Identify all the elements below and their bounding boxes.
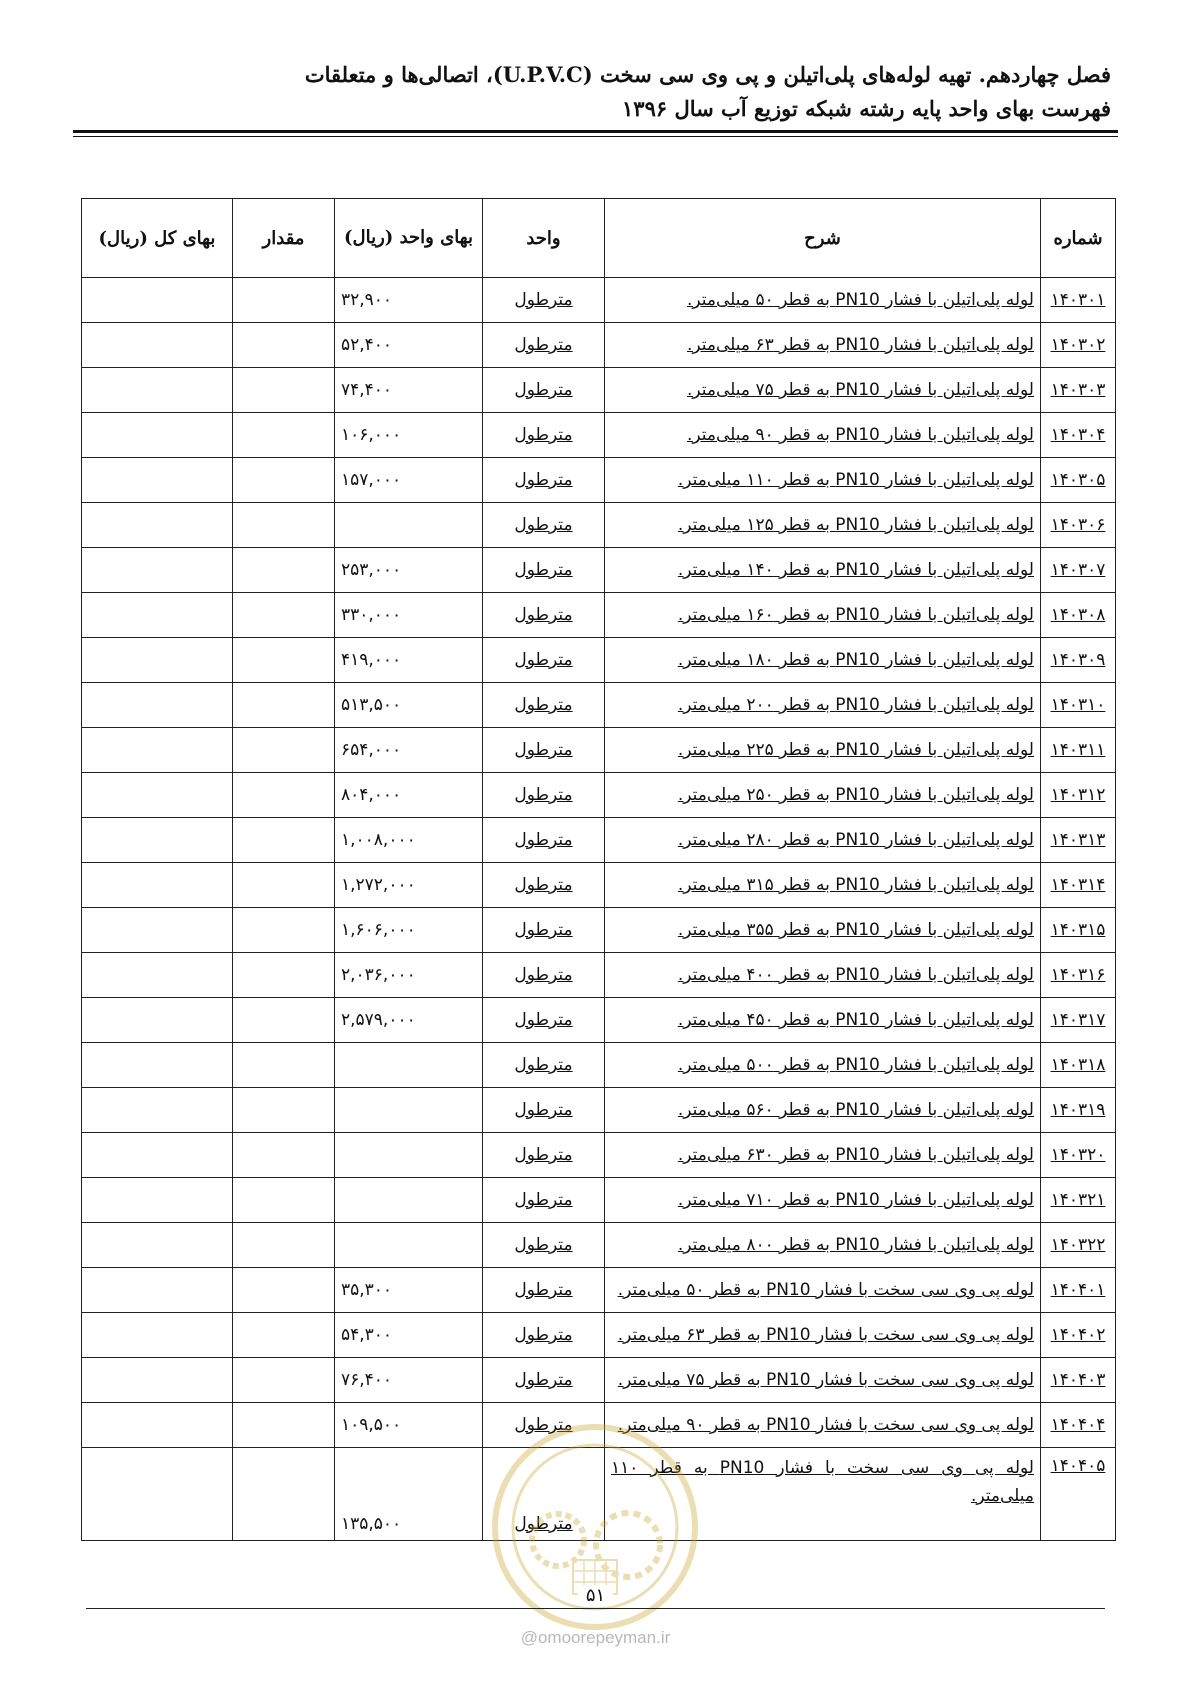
row-total [82,1313,233,1358]
row-quantity [233,1403,335,1448]
row-description: لوله پلی‌اتیلن با فشار PN10 به قطر ۶۳ میلی‌متر. [605,323,1041,368]
header-rule-thin [73,136,1118,137]
row-description: لوله پلی‌اتیلن با فشار PN10 به قطر ۴۰۰ میلی‌متر. [605,953,1041,998]
row-number: ۱۴۰۳۱۳ [1041,818,1116,863]
row-unit: مترطول [483,998,605,1043]
row-number: ۱۴۰۴۰۵ [1041,1448,1116,1541]
row-unit-price: ۵۲,۴۰۰ [335,323,483,368]
row-unit-price: ۶۵۴,۰۰۰ [335,728,483,773]
row-quantity [233,1313,335,1358]
row-quantity [233,638,335,683]
row-unit-price [335,1223,483,1268]
table-row [82,1043,1116,1088]
col-header-total: بهای کل (ریال) [82,199,233,278]
row-description: لوله پی وی سی سخت با فشار PN10 به قطر ۹۰ میلی‌متر. [605,1403,1041,1448]
row-total [82,368,233,413]
row-unit-price [335,1133,483,1178]
row-quantity [233,1223,335,1268]
watermark-text: @omoorepeyman.ir [520,1628,671,1647]
row-unit: مترطول [483,593,605,638]
row-description: لوله پلی‌اتیلن با فشار PN10 به قطر ۲۸۰ میلی‌متر. [605,818,1041,863]
row-description: لوله پلی‌اتیلن با فشار PN10 به قطر ۹۰ میلی‌متر. [605,413,1041,458]
table-row [82,1088,1116,1133]
row-unit: مترطول [483,1178,605,1223]
table-row [82,638,1116,683]
row-unit: مترطول [483,1223,605,1268]
row-total [82,413,233,458]
row-quantity [233,278,335,323]
row-number: ۱۴۰۳۱۷ [1041,998,1116,1043]
row-total [82,1088,233,1133]
row-quantity [233,1043,335,1088]
table-row [82,413,1116,458]
row-unit-price: ۲,۵۷۹,۰۰۰ [335,998,483,1043]
row-unit: مترطول [483,1088,605,1133]
table-row [82,1358,1116,1403]
col-header-unit-price: بهای واحد (ریال) [335,199,483,278]
row-description: لوله پلی‌اتیلن با فشار PN10 به قطر ۳۱۵ میلی‌متر. [605,863,1041,908]
row-total [82,998,233,1043]
row-description: لوله پلی‌اتیلن با فشار PN10 به قطر ۳۵۵ میلی‌متر. [605,908,1041,953]
row-number: ۱۴۰۳۱۴ [1041,863,1116,908]
page-number-text: ۵۱ [578,1585,613,1606]
row-unit-price: ۲۵۳,۰۰۰ [335,548,483,593]
row-quantity [233,413,335,458]
row-number: ۱۴۰۳۰۲ [1041,323,1116,368]
row-quantity [233,548,335,593]
row-number: ۱۴۰۳۱۱ [1041,728,1116,773]
row-quantity [233,323,335,368]
row-total [82,503,233,548]
row-total [82,953,233,998]
row-unit-price: ۸۰۴,۰۰۰ [335,773,483,818]
row-number: ۱۴۰۳۱۲ [1041,773,1116,818]
row-total [82,1268,233,1313]
row-description: لوله پی وی سی سخت با فشار PN10 به قطر ۵۰ میلی‌متر. [605,1268,1041,1313]
row-number: ۱۴۰۳۰۱ [1041,278,1116,323]
row-description: لوله پلی‌اتیلن با فشار PN10 به قطر ۸۰۰ میلی‌متر. [605,1223,1041,1268]
row-total [82,1358,233,1403]
col-header-description: شرح [605,199,1041,278]
row-number: ۱۴۰۴۰۴ [1041,1403,1116,1448]
row-quantity [233,908,335,953]
list-title: فهرست بهای واحد پایه رشته شبکه توزیع آب سال ۱۳۹۶ [622,96,1111,121]
row-quantity [233,683,335,728]
row-unit: مترطول [483,1403,605,1448]
table-row [82,323,1116,368]
row-number: ۱۴۰۳۰۹ [1041,638,1116,683]
row-unit-price: ۱,۰۰۸,۰۰۰ [335,818,483,863]
row-total [82,1178,233,1223]
row-number: ۱۴۰۳۱۶ [1041,953,1116,998]
table-row [82,773,1116,818]
row-quantity [233,1178,335,1223]
row-quantity [233,773,335,818]
row-unit: مترطول [483,773,605,818]
row-unit-price [335,503,483,548]
row-number: ۱۴۰۳۰۷ [1041,548,1116,593]
row-number: ۱۴۰۳۲۰ [1041,1133,1116,1178]
col-header-unit: واحد [483,199,605,278]
table-row [82,863,1116,908]
row-quantity [233,1448,335,1541]
row-quantity [233,503,335,548]
row-unit: مترطول [483,818,605,863]
row-quantity [233,863,335,908]
row-total [82,323,233,368]
row-total [82,1403,233,1448]
row-number: ۱۴۰۳۱۵ [1041,908,1116,953]
row-unit: مترطول [483,638,605,683]
row-total [82,863,233,908]
row-unit-price: ۵۴,۳۰۰ [335,1313,483,1358]
row-total [82,908,233,953]
row-unit-price: ۳۵,۳۰۰ [335,1268,483,1313]
row-description: لوله پلی‌اتیلن با فشار PN10 به قطر ۲۲۵ میلی‌متر. [605,728,1041,773]
row-description: لوله پلی‌اتیلن با فشار PN10 به قطر ۱۴۰ میلی‌متر. [605,548,1041,593]
row-description: لوله پلی‌اتیلن با فشار PN10 به قطر ۱۶۰ میلی‌متر. [605,593,1041,638]
row-description: لوله پلی‌اتیلن با فشار PN10 به قطر ۲۵۰ میلی‌متر. [605,773,1041,818]
table-row [82,368,1116,413]
row-quantity [233,1133,335,1178]
row-quantity [233,1088,335,1133]
price-table [81,198,1116,1541]
table-row [82,1448,1116,1541]
row-unit-price: ۲,۰۳۶,۰۰۰ [335,953,483,998]
row-unit-price: ۷۴,۴۰۰ [335,368,483,413]
row-quantity [233,728,335,773]
row-description: لوله پی وی سی سخت با فشار PN10 به قطر ۷۵ میلی‌متر. [605,1358,1041,1403]
row-unit: مترطول [483,863,605,908]
page-number [0,1585,1191,1606]
row-unit: مترطول [483,908,605,953]
row-total [82,1448,233,1541]
row-unit-price: ۱۵۷,۰۰۰ [335,458,483,503]
row-total [82,728,233,773]
row-quantity [233,998,335,1043]
table-header-row [82,199,1116,278]
col-header-quantity: مقدار [233,199,335,278]
row-number: ۱۴۰۳۰۶ [1041,503,1116,548]
row-number: ۱۴۰۳۱۸ [1041,1043,1116,1088]
table-row [82,908,1116,953]
row-unit: مترطول [483,683,605,728]
col-header-number: شماره [1041,199,1116,278]
row-unit-price: ۵۱۳,۵۰۰ [335,683,483,728]
row-total [82,818,233,863]
row-unit: مترطول [483,413,605,458]
row-unit: مترطول [483,368,605,413]
row-description: لوله پلی‌اتیلن با فشار PN10 به قطر ۵۰۰ میلی‌متر. [605,1043,1041,1088]
row-total [82,548,233,593]
row-number: ۱۴۰۳۲۱ [1041,1178,1116,1223]
row-unit-price: ۱۳۵,۵۰۰ [335,1448,483,1541]
row-description: لوله پلی‌اتیلن با فشار PN10 به قطر ۵۰ میلی‌متر. [605,278,1041,323]
row-total [82,278,233,323]
table-row [82,458,1116,503]
row-total [82,1133,233,1178]
row-unit-price [335,1178,483,1223]
page-header [80,58,1111,126]
row-number: ۱۴۰۳۰۸ [1041,593,1116,638]
row-total [82,593,233,638]
table-row [82,728,1116,773]
table-row [82,503,1116,548]
row-total [82,683,233,728]
row-number: ۱۴۰۳۰۴ [1041,413,1116,458]
row-description: لوله پلی‌اتیلن با فشار PN10 به قطر ۷۱۰ میلی‌متر. [605,1178,1041,1223]
row-quantity [233,818,335,863]
row-unit: مترطول [483,323,605,368]
table-row [82,1268,1116,1313]
row-description: لوله پلی‌اتیلن با فشار PN10 به قطر ۱۱۰ میلی‌متر. [605,458,1041,503]
row-unit-price: ۷۶,۴۰۰ [335,1358,483,1403]
row-total [82,773,233,818]
row-unit: مترطول [483,953,605,998]
row-number: ۱۴۰۴۰۱ [1041,1268,1116,1313]
row-number: ۱۴۰۳۲۲ [1041,1223,1116,1268]
row-unit-price: ۱۰۹,۵۰۰ [335,1403,483,1448]
row-unit: مترطول [483,1043,605,1088]
row-unit: مترطول [483,503,605,548]
row-unit-price [335,1043,483,1088]
row-number: ۱۴۰۴۰۲ [1041,1313,1116,1358]
row-unit: مترطول [483,1448,605,1541]
row-unit: مترطول [483,1133,605,1178]
row-description: لوله پلی‌اتیلن با فشار PN10 به قطر ۵۶۰ میلی‌متر. [605,1088,1041,1133]
table-row [82,683,1116,728]
row-number: ۱۴۰۳۱۰ [1041,683,1116,728]
row-quantity [233,1358,335,1403]
row-unit: مترطول [483,1313,605,1358]
row-unit-price: ۱,۲۷۲,۰۰۰ [335,863,483,908]
row-unit: مترطول [483,1268,605,1313]
row-total [82,1043,233,1088]
row-description: لوله پلی‌اتیلن با فشار PN10 به قطر ۷۵ میلی‌متر. [605,368,1041,413]
row-description: لوله پلی‌اتیلن با فشار PN10 به قطر ۱۸۰ میلی‌متر. [605,638,1041,683]
row-unit: مترطول [483,278,605,323]
table-row [82,818,1116,863]
row-quantity [233,458,335,503]
table-row [82,1223,1116,1268]
row-unit-price: ۳۲,۹۰۰ [335,278,483,323]
table-row [82,1178,1116,1223]
table-row [82,1403,1116,1448]
row-total [82,458,233,503]
table-row [82,278,1116,323]
row-description: لوله پلی‌اتیلن با فشار PN10 به قطر ۱۲۵ میلی‌متر. [605,503,1041,548]
footer-rule [86,1608,1105,1609]
row-unit-price: ۱۰۶,۰۰۰ [335,413,483,458]
row-unit-price: ۳۳۰,۰۰۰ [335,593,483,638]
row-unit-price: ۴۱۹,۰۰۰ [335,638,483,683]
chapter-title: فصل چهاردهم. تهیه لوله‌های پلی‌اتیلن و پی وی سی سخت (U.P.V.C)، اتصالی‌ها و متعلقات [304,62,1111,87]
row-number: ۱۴۰۳۱۹ [1041,1088,1116,1133]
header-rule-thick [73,130,1118,133]
row-unit: مترطول [483,728,605,773]
row-total [82,638,233,683]
row-unit: مترطول [483,1358,605,1403]
row-description: لوله پلی‌اتیلن با فشار PN10 به قطر ۲۰۰ میلی‌متر. [605,683,1041,728]
table-row [82,1133,1116,1178]
row-number: ۱۴۰۴۰۳ [1041,1358,1116,1403]
row-quantity [233,368,335,413]
row-number: ۱۴۰۳۰۵ [1041,458,1116,503]
row-unit-price: ۱,۶۰۶,۰۰۰ [335,908,483,953]
row-description: لوله پلی‌اتیلن با فشار PN10 به قطر ۴۵۰ میلی‌متر. [605,998,1041,1043]
table-row [82,998,1116,1043]
row-description: لوله پی وی سی سخت با فشار PN10 به قطر ۶۳ میلی‌متر. [605,1313,1041,1358]
row-quantity [233,1268,335,1313]
row-total [82,1223,233,1268]
row-unit: مترطول [483,458,605,503]
row-quantity [233,593,335,638]
row-number: ۱۴۰۳۰۳ [1041,368,1116,413]
table-row [82,593,1116,638]
row-unit: مترطول [483,548,605,593]
row-unit-price [335,1088,483,1133]
table-row [82,548,1116,593]
table-row [82,1313,1116,1358]
row-description: لوله پلی‌اتیلن با فشار PN10 به قطر ۶۳۰ میلی‌متر. [605,1133,1041,1178]
row-description: لوله پی وی سی سخت با فشار PN10 به قطر ۱۱۰ میلی‌متر. [605,1448,1041,1541]
row-quantity [233,953,335,998]
table-row [82,953,1116,998]
